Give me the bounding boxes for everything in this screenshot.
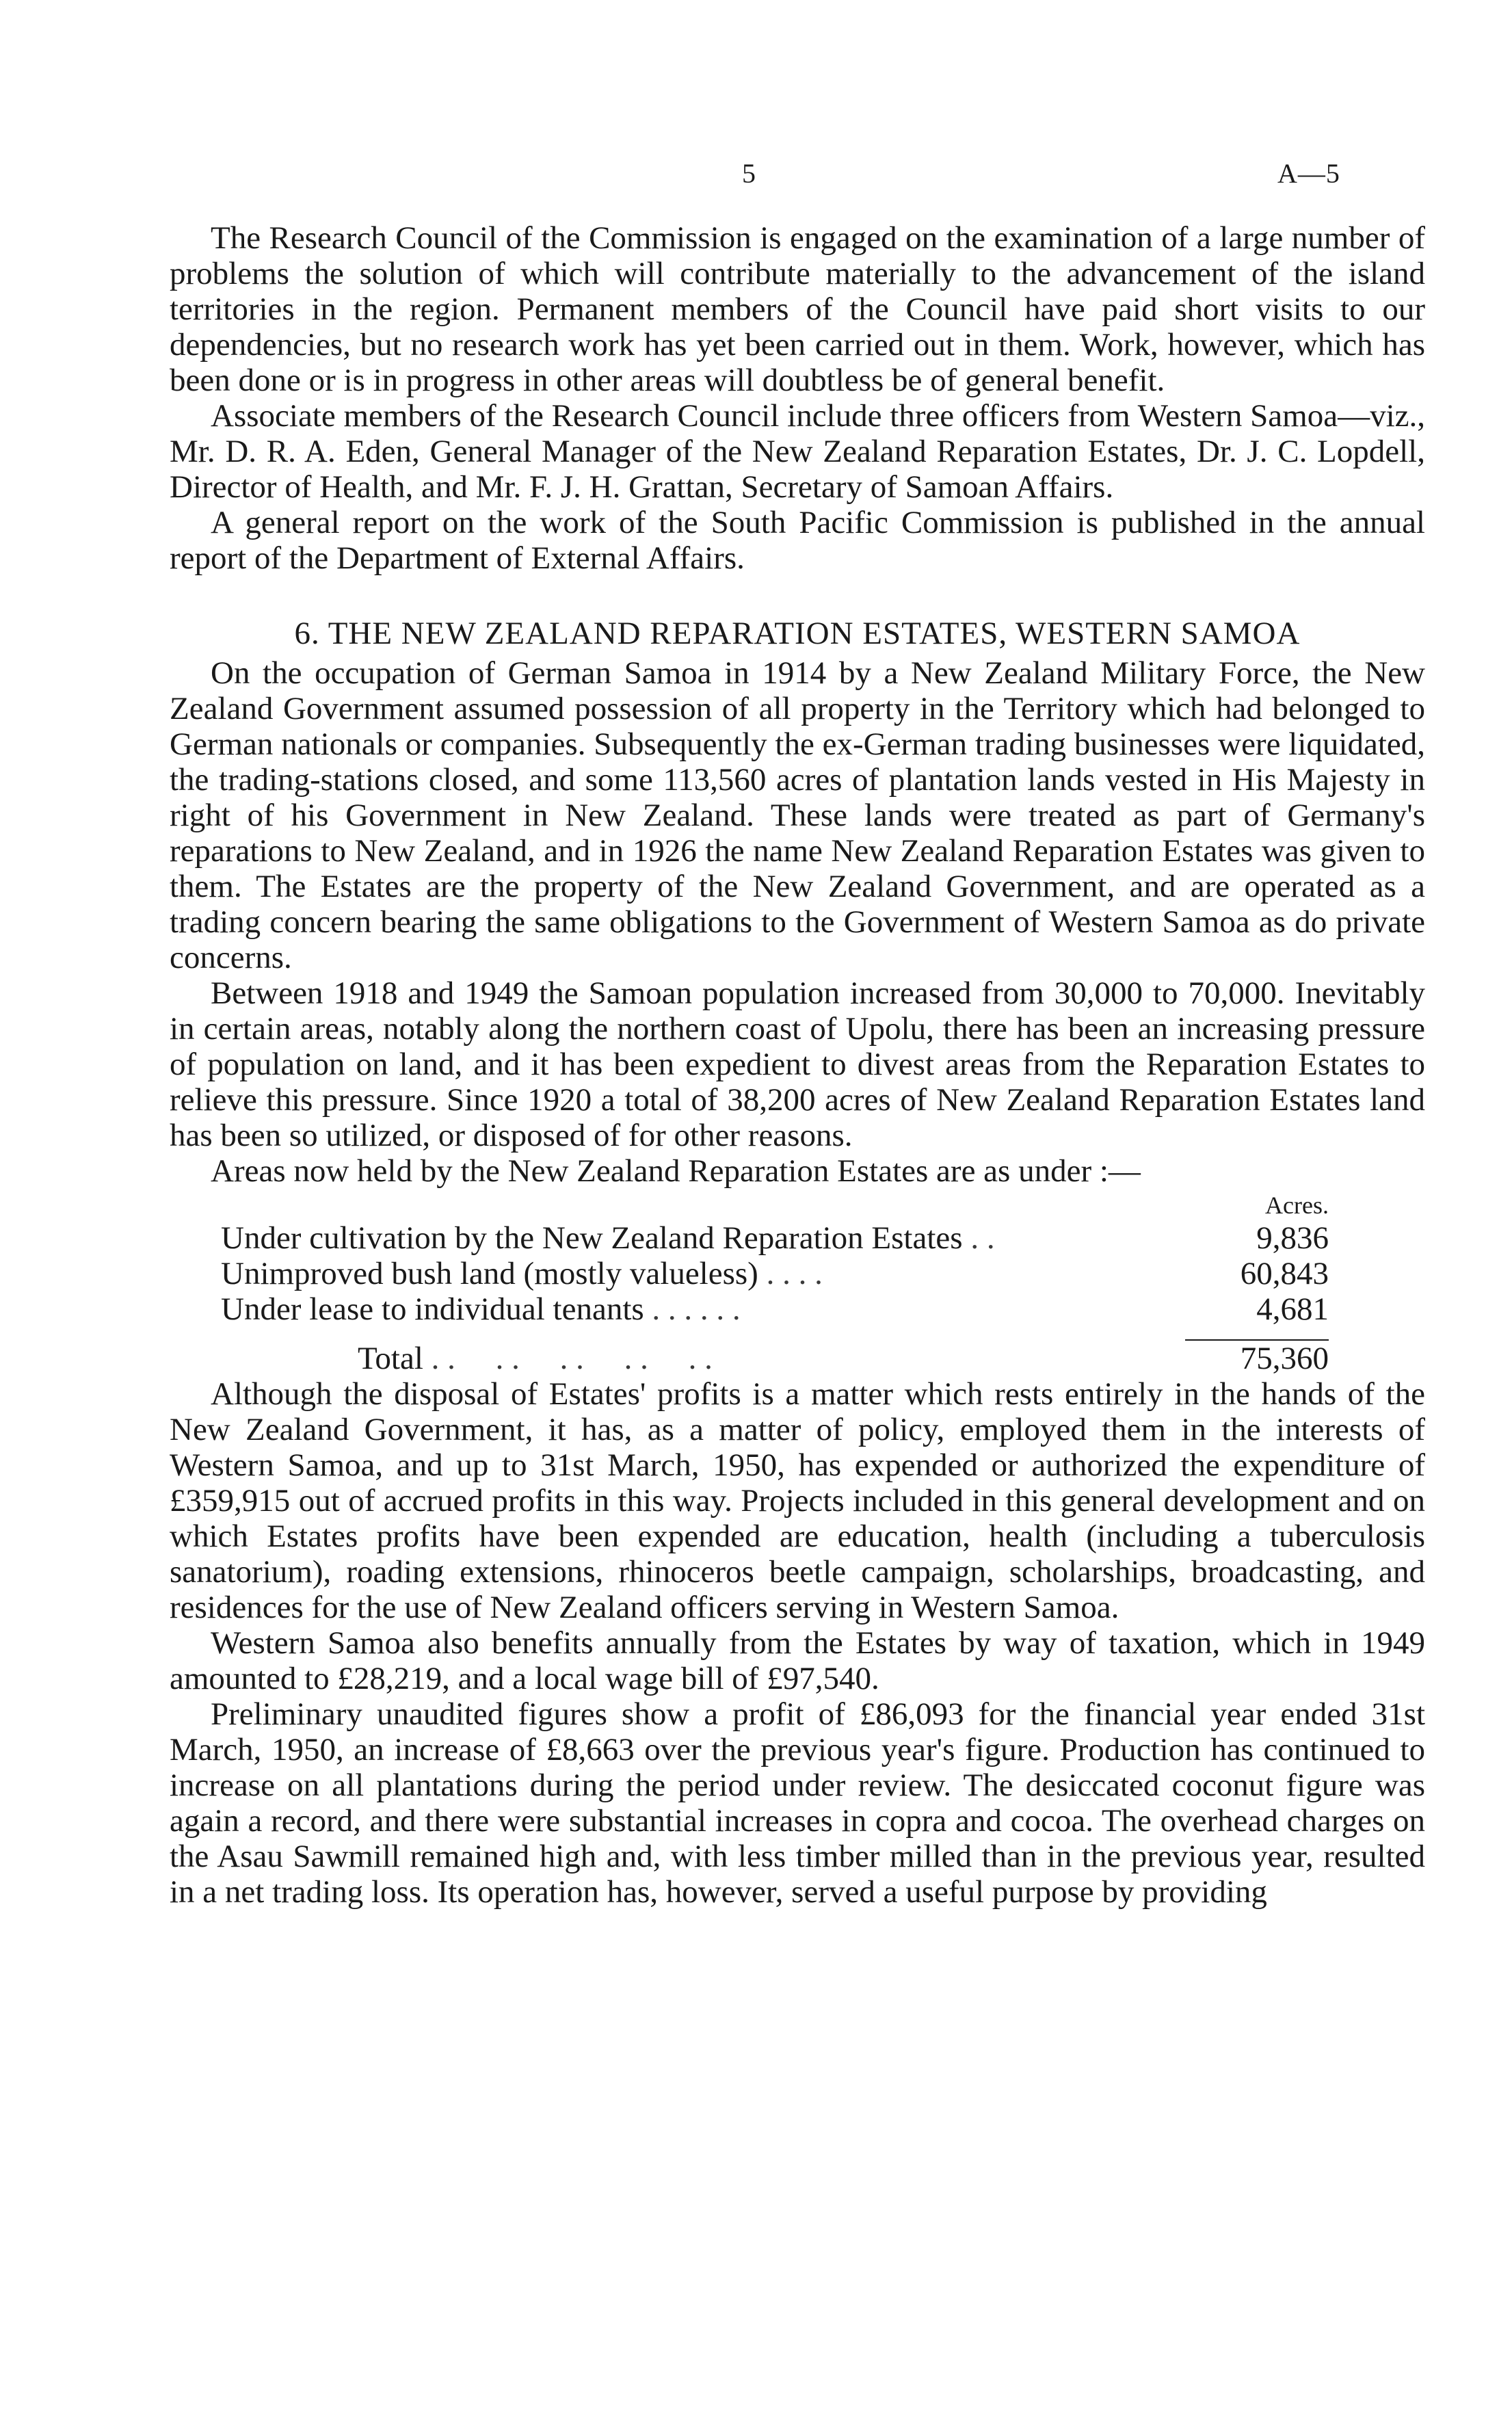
paragraph-general-report: A general report on the work of the South Pacific Commission is published in the annual report of the Department of External Affairs. [170,505,1425,576]
areas-table [221,1190,1329,1376]
leader-dots: . . [962,1220,995,1256]
paragraph-associate-members: Associate members of the Research Council include three officers from Western Samoa—viz., Mr. D. R. A. Eden, General Manager of the New Zealand Reparation Estates, Dr. J. C. Lopdell, Director of Health, and Mr. F. J. H. Grattan, Secretary of Samoan Affairs. [170,398,1425,505]
table-row [221,1220,1329,1256]
paragraph-profits-disposal: Although the disposal of Estates' profits is a matter which rests entirely in the hands of the New Zealand Government, it has, as a matter of policy, employed them in the interests of Western Samoa, and up to 31st March, 1950, has expended or authorized the expenditure of £359,915 out of accrued profits in this way. Projects included in this general development and on which Estates profits have been expended are education, health (including a tuberculosis sanatorium), roading extensions, rhinoceros beetle campaign, scholarships, broadcasting, and residences for the use of New Zealand officers serving in Western Samoa. [170,1376,1425,1625]
total-label: Total [358,1341,423,1376]
area-label: Unimproved bush land (mostly valueless) [221,1256,758,1291]
area-value: 4,681 [1256,1291,1329,1327]
total-value: 75,360 [1240,1341,1329,1376]
area-value: 60,843 [1240,1256,1329,1291]
paragraph-taxation: Western Samoa also benefits annually from the Estates by way of taxation, which in 1949 amounted to £28,219, and a local wage bill of £97,540. [170,1625,1425,1696]
paragraph-occupation: On the occupation of German Samoa in 1914 by a New Zealand Military Force, the New Zealand Government assumed possession of all property in the Territory which had belonged to German nationals or companies. Subsequently the ex-German trading businesses were liquidated, the trading-stations closed, and some 113,560 acres of plantation lands vested in His Majesty in right of his Government in New Zealand. These lands were treated as part of Germany's reparations to New Zealand, and in 1926 the name New Zealand Reparation Estates was given to them. The Estates are the property of the New Zealand Government, and are operated as a trading concern bearing the same obligations to the Government of Western Samoa as do private concerns. [170,655,1425,975]
areas-unit-header: Acres. [1265,1192,1329,1219]
section-heading: 6. THE NEW ZEALAND REPARATION ESTATES, WESTERN SAMOA [294,616,1301,651]
leader-dots: . . . . [758,1256,823,1291]
leader-dots: . . . . . . . . . . [423,1341,713,1376]
area-value: 9,836 [1256,1220,1329,1256]
total-rule [221,1327,1329,1340]
leader-dots: . . . . . . [644,1291,741,1327]
table-total-row [221,1340,1329,1376]
table-row [221,1291,1329,1327]
page-number: 5 [742,158,756,189]
paragraph-research-council: The Research Council of the Commission is engaged on the examination of a large number of problems the solution of which will contribute materially to the advancement of the island territories in the region. Permanent members of the Council have paid short visits to our dependencies, but no research work has yet been carried out in them. Work, however, which has been done or is in progress in other areas will doubtless be of general benefit. [170,220,1425,398]
paragraph-population: Between 1918 and 1949 the Samoan population increased from 30,000 to 70,000. Inevitably in certain areas, notably along the northern coast of Upolu, there has been an increasing pressure of population on land, and it has been expedient to divest areas from the Reparation Estates to relieve this pressure. Since 1920 a total of 38,200 acres of New Zealand Reparation Estates land has been so utilized, or disposed of for other reasons. [170,975,1425,1153]
document-body [170,220,1425,1910]
area-label: Under lease to individual tenants [221,1291,644,1327]
page-reference: A—5 [1277,158,1340,189]
paragraph-areas-intro: Areas now held by the New Zealand Reparation Estates are as under :— [211,1153,1141,1189]
paragraph-preliminary-figures: Preliminary unaudited figures show a profit of £86,093 for the financial year ended 31st March, 1950, an increase of £8,663 over the previous year's figure. Production has continued to increase on all plantations during the period under review. The desiccated coconut figure was again a record, and there were substantial increases in copra and cocoa. The overhead charges on the Asau Sawmill remained high and, with less timber milled than in the previous year, resulted in a net trading loss. Its operation has, however, served a useful purpose by providing [170,1696,1425,1910]
table-row [221,1256,1329,1291]
area-label: Under cultivation by the New Zealand Reparation Estates [221,1220,963,1256]
